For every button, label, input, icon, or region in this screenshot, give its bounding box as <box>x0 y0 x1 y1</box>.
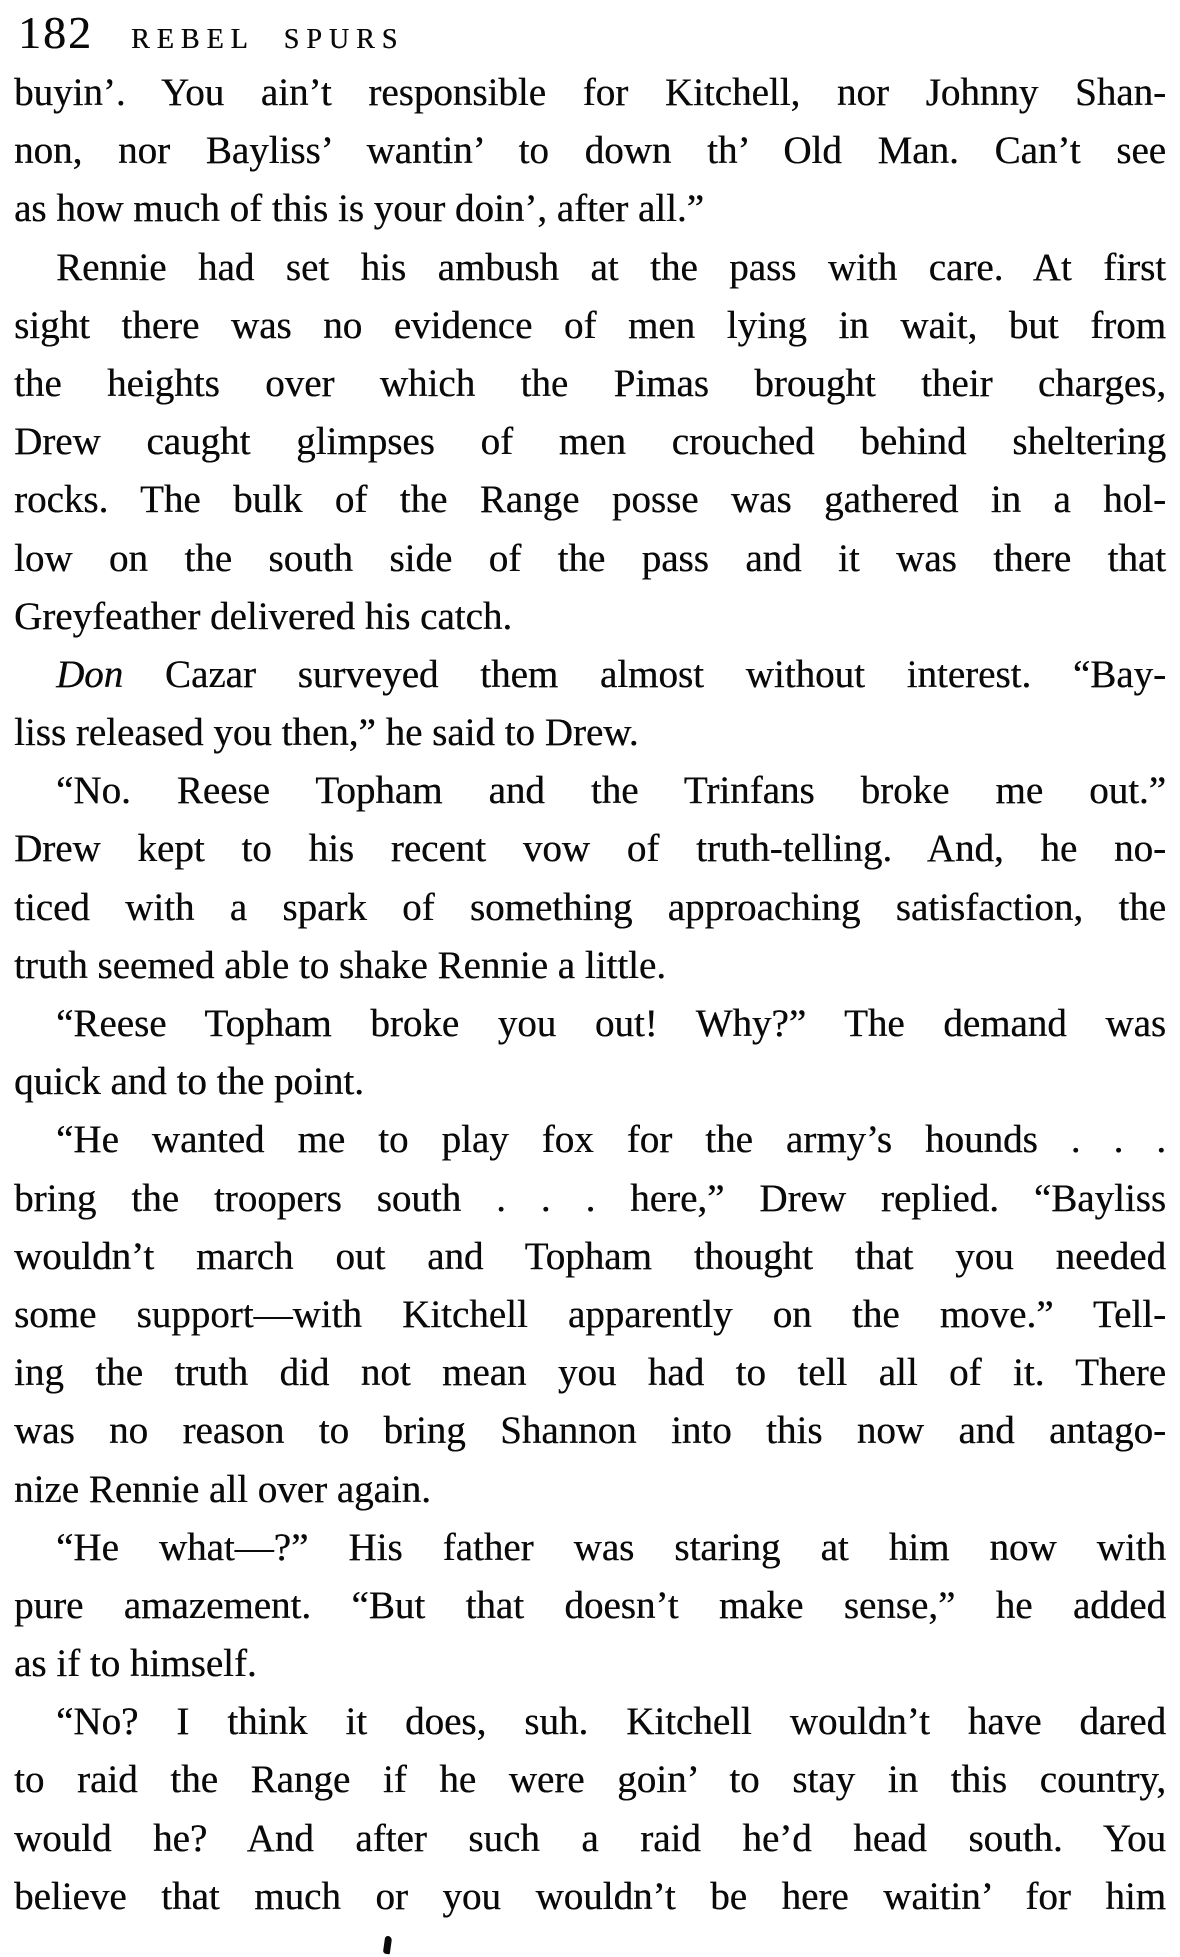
italic-text: Don <box>56 652 124 696</box>
text-line: liss released you then,” he said to Drew. <box>14 711 639 755</box>
text-line: truth seemed able to shake Rennie a little. <box>14 943 666 987</box>
text-line <box>14 646 1166 704</box>
cutoff-next-line-artifact <box>383 1936 392 1955</box>
text-line: “He what—?” His father was staring at him now with <box>56 1525 1166 1569</box>
text-line: the heights over which the Pimas brought their charges, <box>14 361 1166 405</box>
text-line: some support—with Kitchell apparently on the move.” Tell- <box>14 1292 1166 1336</box>
text-line: ticed with a spark of something approaching satisfaction, the <box>14 885 1166 929</box>
running-title: REBEL SPURS <box>131 24 405 55</box>
text-line: “Reese Topham broke you out! Why?” The demand was <box>56 1002 1166 1045</box>
text-line: “No. Reese Topham and the Trinfans broke me out.” <box>56 769 1166 813</box>
text-line: buyin’. You ain’t responsible for Kitchell, nor Johnny Shan- <box>14 71 1166 114</box>
text-line: rocks. The bulk of the Range posse was gathered in a hol- <box>14 478 1166 522</box>
text-line: “No? I think it does, suh. Kitchell wouldn’t have dared <box>56 1700 1166 1744</box>
text-line: Greyfeather delivered his catch. <box>14 594 513 638</box>
text-line: sight there was no evidence of men lying in wait, but from <box>14 303 1166 347</box>
text-line: nize Rennie all over again. <box>14 1467 431 1511</box>
text-line: as if to himself. <box>14 1642 257 1686</box>
page-body <box>14 64 1166 1926</box>
text-line: believe that much or you wouldn’t be here waitin’ for him <box>14 1874 1166 1918</box>
text-line: was no reason to bring Shannon into this now and antago- <box>14 1409 1166 1453</box>
text-line: ing the truth did not mean you had to tell all of it. There <box>14 1351 1166 1395</box>
text-line: would he? And after such a raid he’d head south. You <box>14 1816 1166 1860</box>
text-line: “He wanted me to play fox for the army’s hounds . . . <box>56 1118 1166 1162</box>
text-line: pure amazement. “But that doesn’t make sense,” he added <box>14 1583 1166 1627</box>
text-line: Drew caught glimpses of men crouched behind sheltering <box>14 420 1166 464</box>
text-line: low on the south side of the pass and it was there that <box>14 536 1166 580</box>
page-header <box>18 7 405 58</box>
text-line: as how much of this is your doin’, after all.” <box>14 187 704 231</box>
text-line: non, nor Bayliss’ wantin’ to down th’ Old Man. Can’t see <box>14 129 1166 173</box>
text-line: to raid the Range if he were goin’ to stay in this country, <box>14 1758 1166 1802</box>
page-number: 182 <box>18 7 93 58</box>
text-line: Drew kept to his recent vow of truth-telling. And, he no- <box>14 827 1166 871</box>
text-line: wouldn’t march out and Topham thought that you needed <box>14 1234 1166 1278</box>
text-line: bring the troopers south . . . here,” Drew replied. “Bayliss <box>14 1176 1166 1220</box>
text-line: quick and to the point. <box>14 1060 364 1104</box>
text-segment: Cazar surveyed them almost without interest. “Bay- <box>123 652 1166 696</box>
text-line: Rennie had set his ambush at the pass with care. At first <box>56 245 1166 289</box>
